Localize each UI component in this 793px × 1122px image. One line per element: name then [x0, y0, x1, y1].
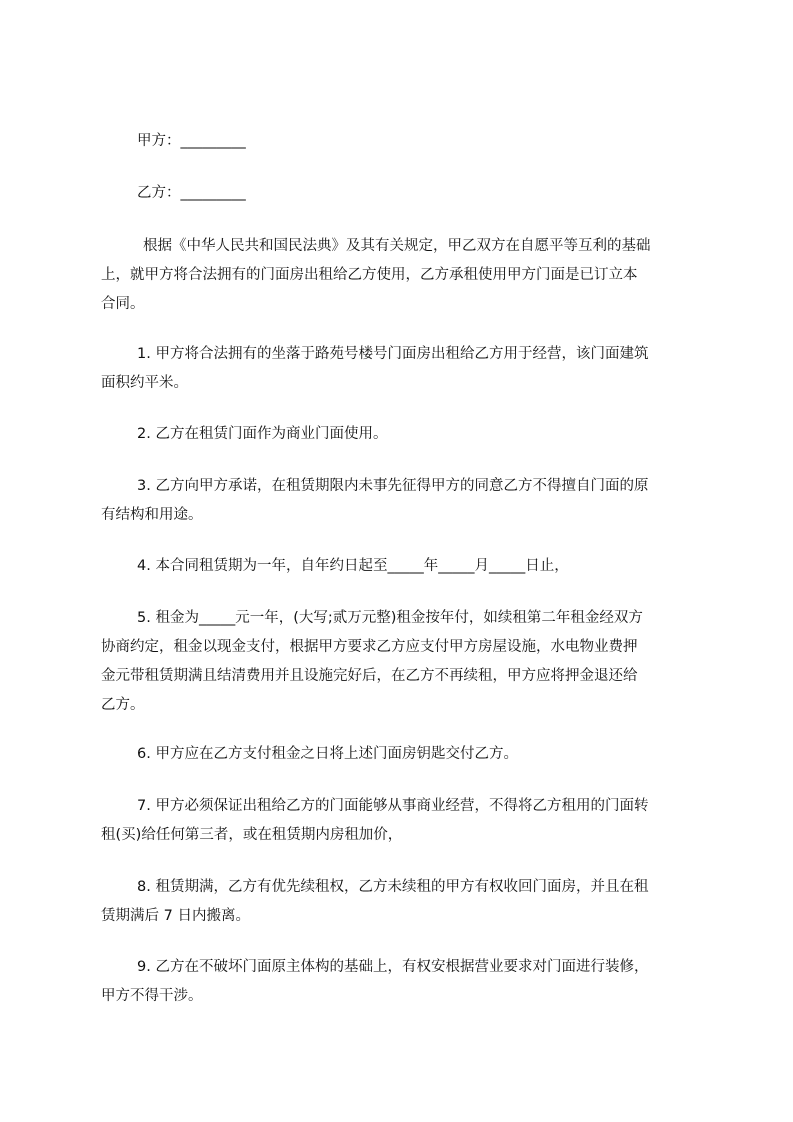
party-b-label: 乙方：	[137, 185, 181, 201]
clause-8-line: 8. 租赁期满，乙方有优先续租权，乙方未续租的甲方有权收回门面房，并且在租	[137, 879, 649, 895]
clause-6-line: 6. 甲方应在乙方支付租金之日将上述门面房钥匙交付乙方。	[137, 746, 518, 762]
clause-9-line: 甲方不得干涉。	[101, 988, 203, 1004]
intro-line: 合同。	[101, 296, 145, 312]
clause-1-line: 面积约平米。	[101, 375, 188, 391]
clause-5-line: 金元带租赁期满且结清费用并且设施完好后，在乙方不再续租，甲方应将押金退还给	[101, 668, 638, 684]
party-a-blank: _________	[180, 133, 246, 149]
clause-7-line: 租(买)给任何第三者，或在租赁期内房租加价，	[101, 827, 403, 843]
clause-9-line: 9. 乙方在不破坏门面原主体构的基础上，有权安根据营业要求对门面进行装修，	[137, 959, 649, 975]
intro-line: 上，就甲方将合法拥有的门面房出租给乙方使用，乙方承租使用甲方门面是已订立本	[101, 267, 638, 283]
clause-8-line: 赁期满后 7 日内搬离。	[101, 908, 250, 924]
party-b-blank: _________	[180, 185, 246, 201]
clause-7-line: 7. 甲方必须保证出租给乙方的门面能够从事商业经营，不得将乙方租用的门面转	[137, 798, 649, 814]
clause-2-line: 2. 乙方在租赁门面作为商业门面使用。	[137, 426, 388, 442]
clause-5-line: 5. 租金为_____元一年，(大写;贰万元整)租金按年付，如续租第二年租金经双方	[137, 610, 643, 626]
party-b-line	[137, 182, 246, 204]
clause-4-line: 4. 本合同租赁期为一年，自年约日起至_____年_____月_____日止，	[137, 558, 569, 574]
party-a-line	[137, 130, 246, 152]
clause-3-line: 3. 乙方向甲方承诺，在租赁期限内未事先征得甲方的同意乙方不得擅自门面的原	[137, 478, 649, 494]
intro-line: 根据《中华人民共和国民法典》及其有关规定，甲乙双方在自愿平等互利的基础	[143, 238, 651, 254]
party-a-label: 甲方：	[137, 133, 181, 149]
clause-3-line: 有结构和用途。	[101, 507, 203, 523]
clause-5-line: 协商约定，租金以现金支付，根据甲方要求乙方应支付甲方房屋设施，水电物业费押	[101, 639, 638, 655]
clause-5-line: 乙方。	[101, 697, 145, 713]
clause-1-line: 1. 甲方将合法拥有的坐落于路苑号楼号门面房出租给乙方用于经营，该门面建筑	[137, 346, 649, 362]
